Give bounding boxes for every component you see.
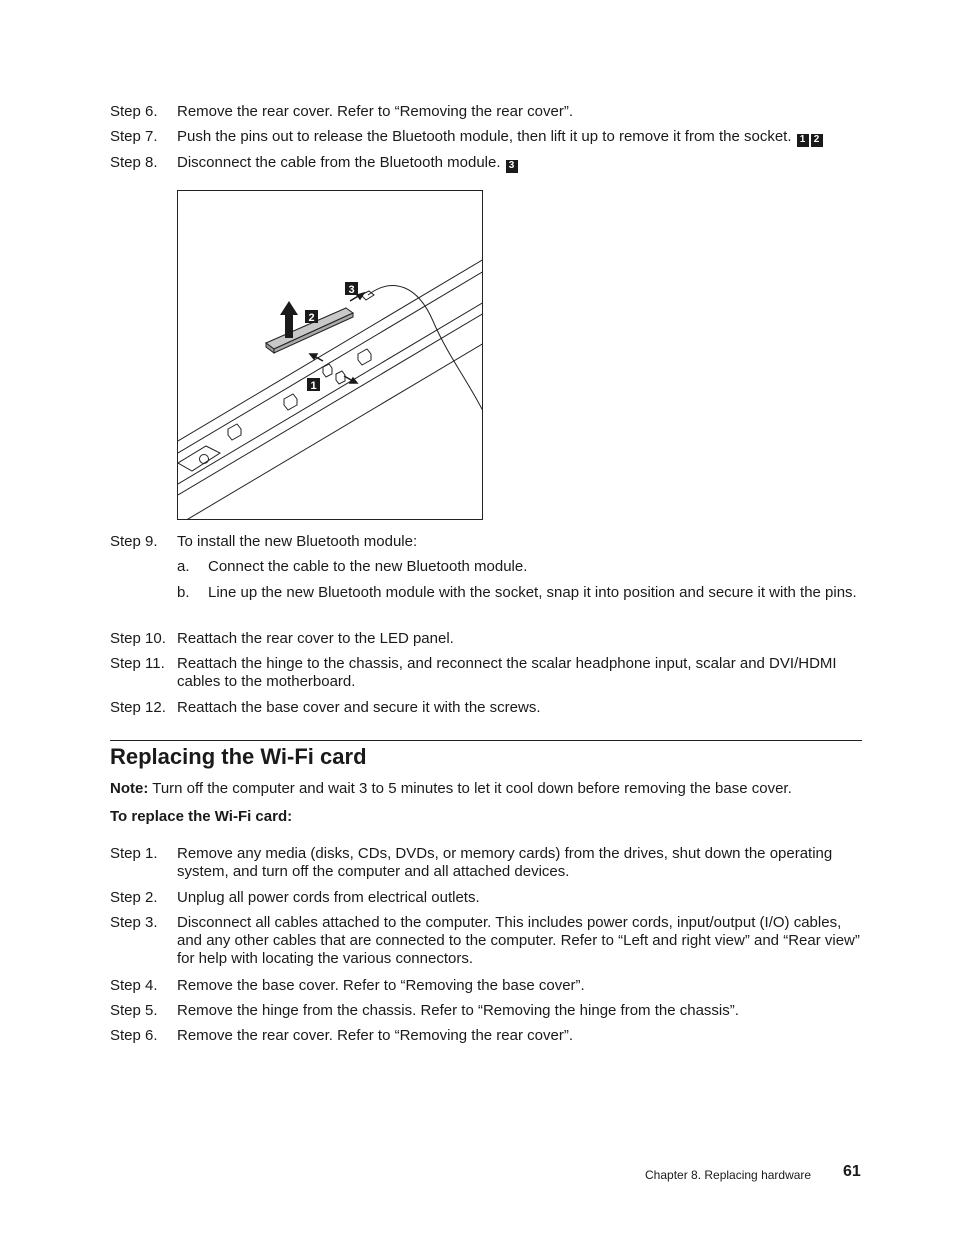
step-number: Step 6. (110, 103, 158, 120)
step-number: Step 1. (110, 845, 158, 862)
step-number: Step 7. (110, 128, 158, 145)
figure-callout-1: 1 (310, 380, 317, 392)
bluetooth-module-illustration (177, 190, 483, 520)
step-number: Step 9. (110, 533, 158, 550)
step-text: Reattach the hinge to the chassis, and reconnect the scalar headphone input, scalar and DVI/HDMI cables to the motherboard. (177, 655, 837, 690)
step-number: Step 3. (110, 914, 158, 931)
step-text: Remove the rear cover. Refer to “Removing the rear cover”. (177, 103, 573, 120)
bluetooth-diagram-svg (178, 191, 483, 520)
step-number: Step 12. (110, 699, 166, 716)
section-heading: Replacing the Wi-Fi card (110, 744, 367, 769)
step-text: Disconnect all cables attached to the computer. This includes power cords, input/output (I/O) cables, and any other cables that are connected to the computer. Refer to “Left and right view” and “Rear view” for help with locating the various connectors. (177, 914, 860, 967)
footer-chapter: Chapter 8. Replacing hardware (645, 1168, 812, 1182)
step-number: Step 10. (110, 630, 166, 647)
step-text: Unplug all power cords from electrical outlets. (177, 889, 480, 906)
step-text: Remove the rear cover. Refer to “Removing the rear cover”. (177, 1027, 573, 1044)
substep-text: Connect the cable to the new Bluetooth module. (208, 558, 528, 575)
callout-badge-2: 2 (811, 134, 823, 147)
step-text: Push the pins out to release the Bluetooth module, then lift it up to remove it from the socket. (177, 128, 792, 145)
procedure-lead: To replace the Wi-Fi card: (110, 808, 293, 825)
step-text: Reattach the rear cover to the LED panel. (177, 630, 454, 647)
section-divider (110, 740, 862, 741)
callout-badge-1: 1 (797, 134, 809, 147)
step-number: Step 8. (110, 154, 158, 171)
step-number: Step 11. (110, 655, 165, 672)
step-text: Remove any media (disks, CDs, DVDs, or memory cards) from the drives, shut down the operating system, and turn off the computer and all attached devices. (177, 845, 833, 880)
note-text: Turn off the computer and wait 3 to 5 minutes to let it cool down before removing the base cover. (148, 780, 792, 797)
step-number: Step 2. (110, 889, 158, 906)
step-number: Step 5. (110, 1002, 158, 1019)
note-label: Note: (110, 780, 149, 797)
step-number: Step 6. (110, 1027, 158, 1044)
step-text: To install the new Bluetooth module: (177, 533, 418, 550)
step-number: Step 4. (110, 977, 158, 994)
figure-callout-3: 3 (348, 284, 355, 296)
figure-callout-2: 2 (308, 312, 315, 324)
step-text: Remove the hinge from the chassis. Refer to “Removing the hinge from the chassis”. (177, 1002, 739, 1019)
substep-letter: b. (177, 584, 190, 601)
step-text: Disconnect the cable from the Bluetooth module. (177, 154, 501, 171)
figure-callouts (305, 282, 358, 392)
substep-text: Line up the new Bluetooth module with the socket, snap it into position and secure it with the pins. (208, 584, 857, 601)
step-text: Reattach the base cover and secure it with the screws. (177, 699, 541, 716)
substep-letter: a. (177, 558, 190, 575)
callout-badge-3: 3 (506, 160, 518, 173)
note-paragraph (110, 780, 870, 798)
step-text: Remove the base cover. Refer to “Removing the base cover”. (177, 977, 585, 994)
page-number: 61 (843, 1163, 861, 1180)
